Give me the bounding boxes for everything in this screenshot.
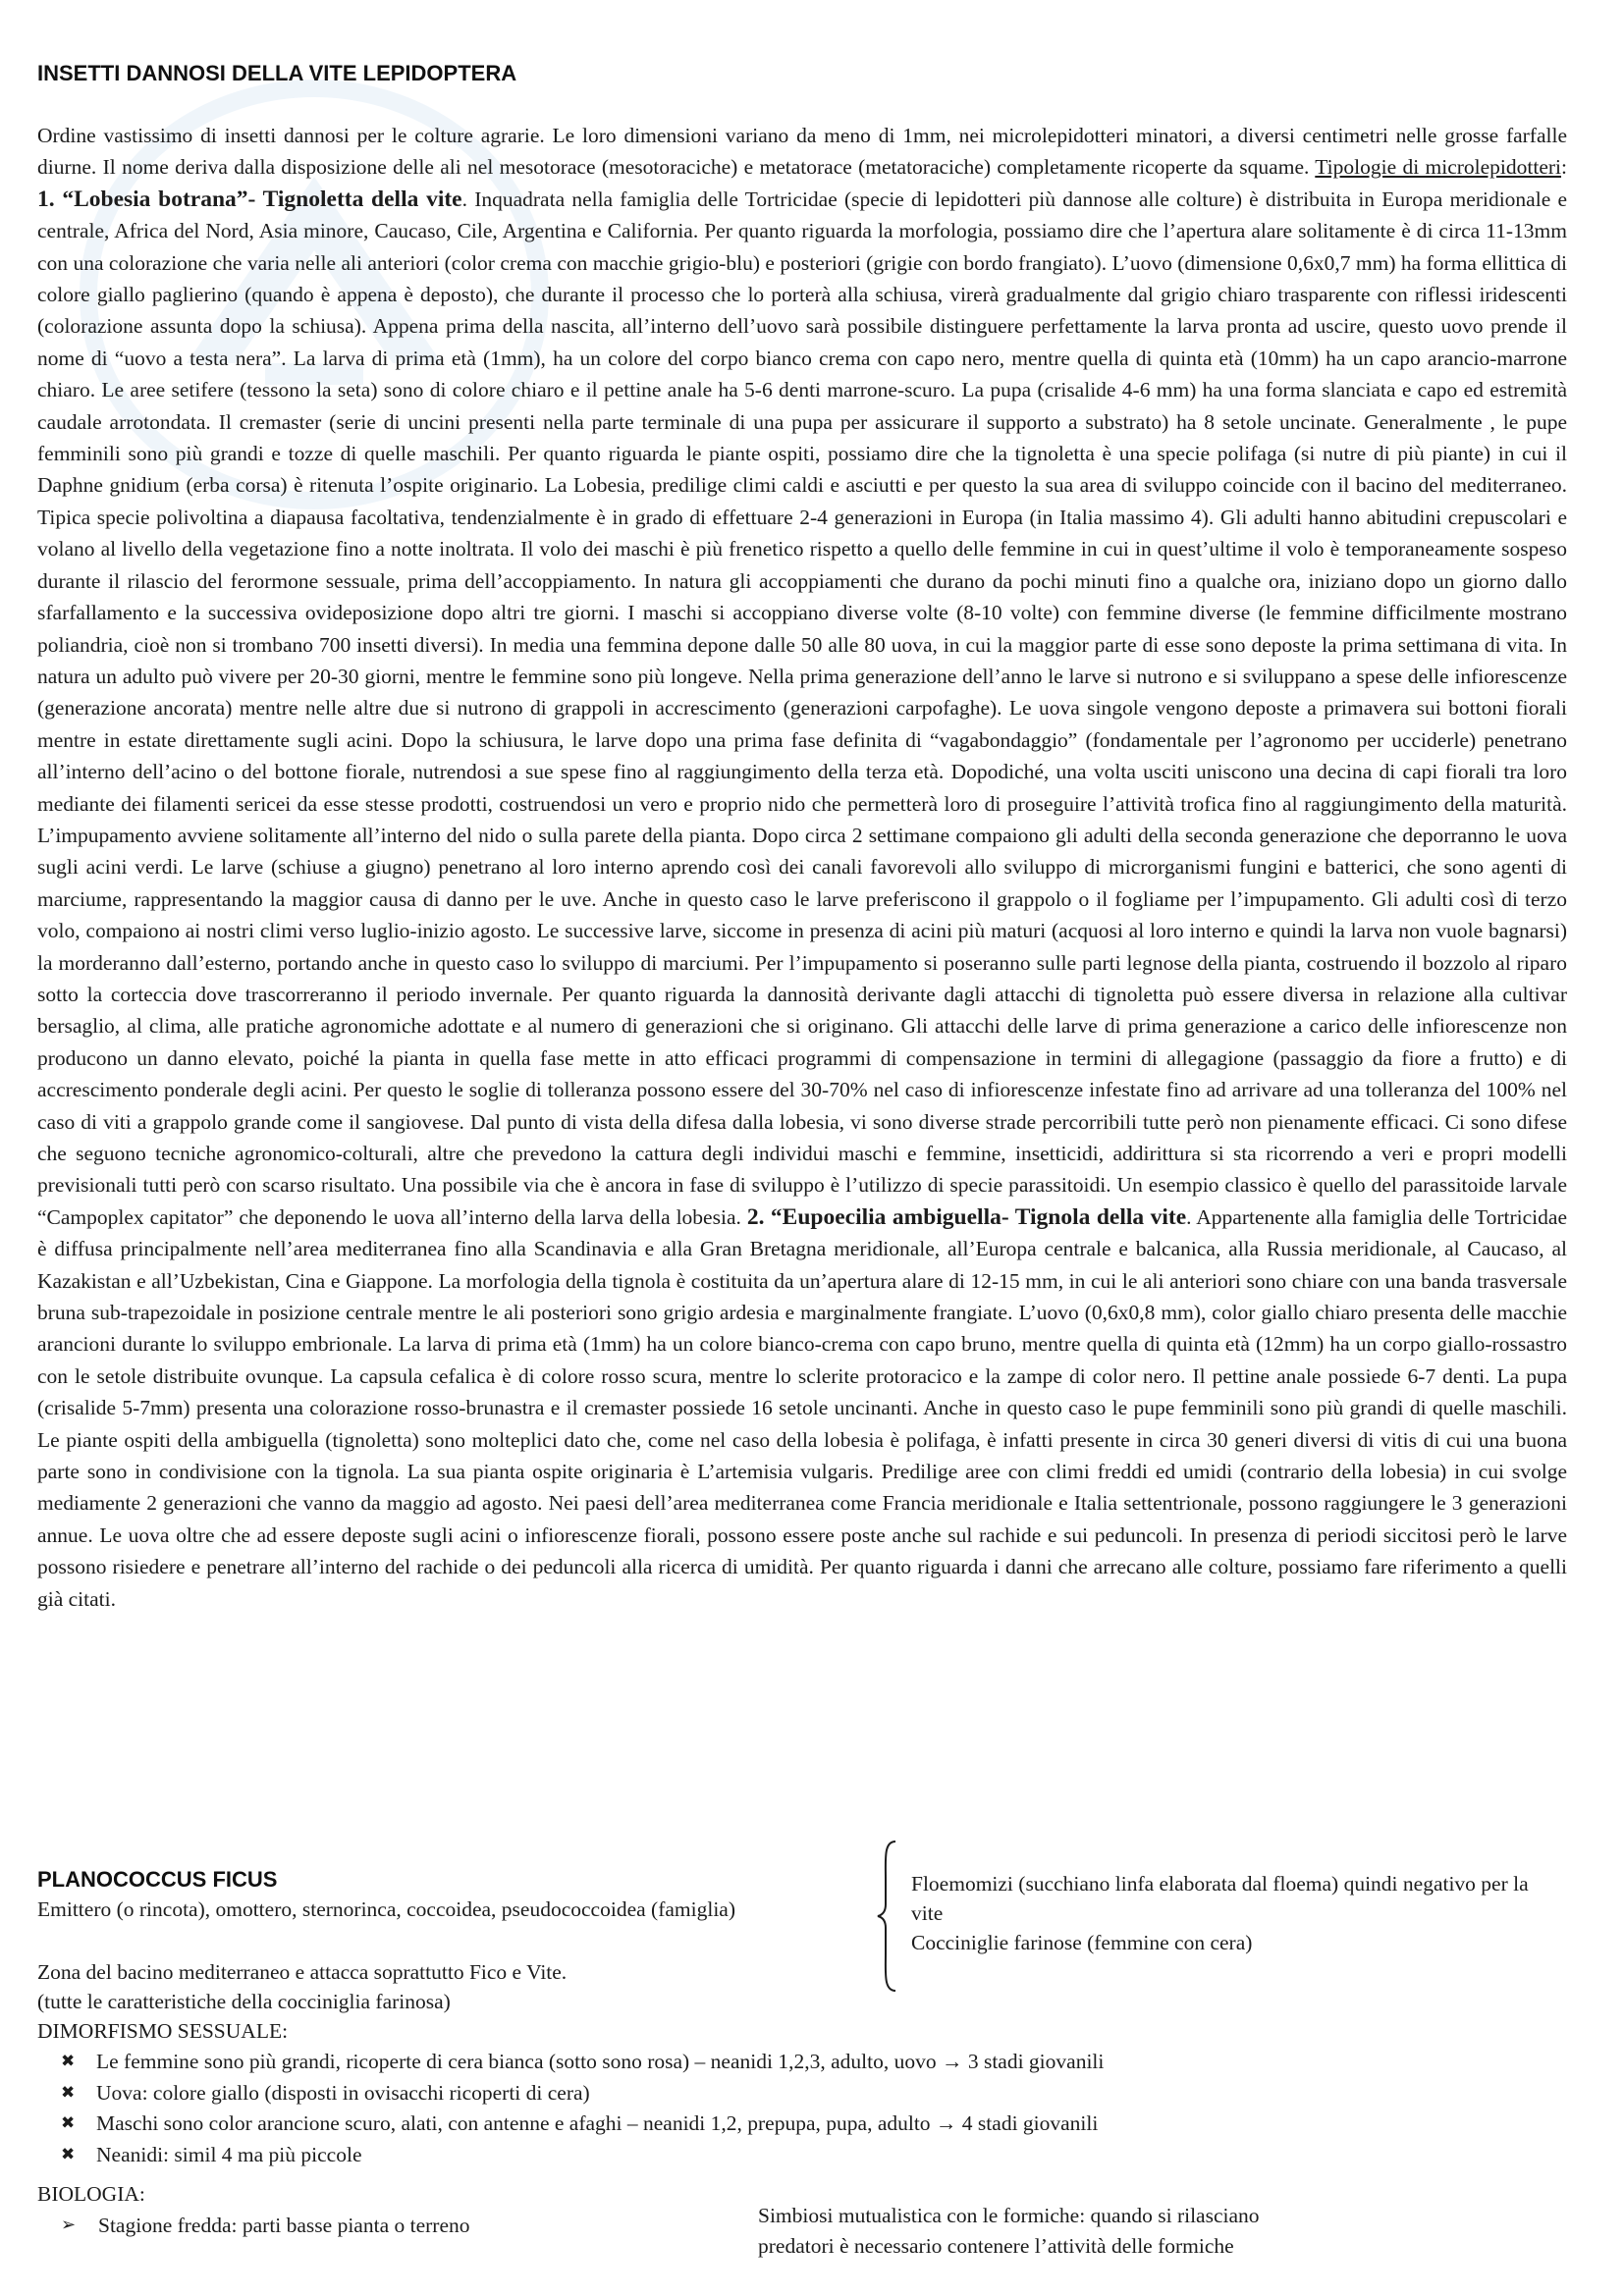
- list-item: ➢ Stagione fredda: parti basse pianta o terreno: [37, 2211, 470, 2240]
- list-item: ✖ Maschi sono color arancione scuro, alati, con antenne e afaghi – neanidi 1,2, prepupa, pupa, adulto → 4 stadi giovanili: [37, 2109, 1104, 2140]
- cross-bullet-icon: ✖: [61, 2144, 76, 2164]
- eupoecilia-title: 2. “Eupoecilia ambiguella- Tignola della vite: [746, 1203, 1187, 1230]
- intro-text: Ordine vastissimo di insetti dannosi per le colture agrarie. Le loro dimensioni variano da meno di 1mm, nei microlepidotteri minatori, a diversi centimetri nelle grosse farfalle diurne. Il nome deriva dalla disposizione delle ali nel mesotorace (mesotoraciche) e metatorace (metatoraciche) completamente ricoperte da squame.: [37, 124, 1567, 180]
- brace-note-cocciniglie: Cocciniglie farinose (femmine con cera): [911, 1931, 1253, 1954]
- planococcus-zone: Zona del bacino mediterraneo e attacca soprattutto Fico e Vite.: [37, 1960, 568, 1984]
- lobesia-title: 1. “Lobesia botrana”- Tignoletta della vite: [37, 186, 462, 212]
- list-item: ✖ Le femmine sono più grandi, ricoperte di cera bianca (sotto sono rosa) – neanidi 1,2,3, adulto, uovo → 3 stadi giovanili: [37, 2047, 1104, 2078]
- cross-bullet-icon: ✖: [61, 2052, 76, 2071]
- lepidoptera-body: [37, 120, 1567, 1615]
- biologia-label: BIOLOGIA:: [37, 2182, 145, 2206]
- list-item: ✖ Uova: colore giallo (disposti in ovisacchi ricoperti di cera): [37, 2078, 1104, 2109]
- curly-brace-icon: [876, 1840, 899, 1993]
- planococcus-brace-notes: [911, 1869, 1540, 1957]
- dimorfismo-label: DIMORFISMO SESSUALE:: [37, 2019, 289, 2043]
- section-title-planococcus: PLANOCOCCUS FICUS: [37, 1867, 278, 1892]
- intro-colon: :: [1561, 155, 1567, 180]
- microlepidotteri-heading: Tipologie di microlepidotteri: [1315, 155, 1562, 180]
- cross-bullet-icon: ✖: [61, 2082, 76, 2103]
- cross-bullet-icon: ✖: [61, 2113, 76, 2133]
- arrowhead-bullet-icon: ➢: [61, 2215, 77, 2235]
- section-title-lepidoptera: INSETTI DANNOSI DELLA VITE LEPIDOPTERA: [37, 61, 517, 85]
- brace-note-floemomizi: Floemomizi (succhiano linfa elaborata dal floema) quindi negativo per la vite: [911, 1872, 1529, 1925]
- eupoecilia-text: . Appartenente alla famiglia delle Tortricidae è diffusa principalmente nell’area mediterranea fino alla Scandinavia e alla Gran Bretagna meridionale, all’Europa centrale e balcanica, alla Russia meridionale, al Caucaso, al Kazakistan e all’Uzbekistan, Cina e Giappone. La morfologia della tignola è costituita da un’apertura alare di 12-15 mm, in cui le ali anteriori sono chiare con una banda trasversale bruna sub-trapezoidale in posizione centrale mentre le ali posteriori sono grigio ardesia e marginalmente frangiate. L’uovo (0,6x0,8 mm), color giallo chiaro presenta delle macchie arancioni durante lo sviluppo embrionale. La larva di prima età (1mm) ha un colore bianco-crema con capo bruno, mentre quella di quinta età (12mm) ha un corpo giallo-rossastro con le setole distribuite ovunque. La capsula cefalica è di colore rosso scura, mentre lo sclerite protoracico e la zampe di color nero. Il pettine anale possiede 6-7 denti. La pupa (crisalide 5-7mm) presenta una colorazione rosso-brunastra e il cremaster possiede 16 setole uncinanti. Anche in questo caso le pupe femminili sono più grandi di quelle maschili. Le piante ospiti della ambiguella (tignoletta) sono molteplici dato che, come nel caso della lobesia è polifaga, è infatti presente in circa 30 generi diversi di vitis di cui una buona parte sono in condivisione con la tignola. La sua pianta ospite originaria è L’artemisia vulgaris. Predilige aree con climi freddi ed umidi (contrario della lobesia) in cui svolge mediamente 2 generazioni che vanno da maggio ad agosto. Nei paesi dell’area mediterranea come Francia meridionale e Italia settentrionale, possono raggiungere le 3 generazioni annue. Le uova oltre che ad essere deposte sugli acini o infiorescenze fiorali, possono essere poste anche sul rachide e sui peduncoli. In presenza di periodi siccitosi però le larve possono risiedere e penetrare all’interno del rachide o dei peduncoli alla ricerca di umidità. Per quanto riguarda i danni che arrecano alle colture, possiamo fare riferimento a quelli già citati.: [37, 1204, 1567, 1611]
- lobesia-text: . Inquadrata nella famiglia delle Tortricidae (specie di lepidotteri più dannose alle colture) è distribuita in Europa meridionale e centrale, Africa del Nord, Asia minore, Caucaso, Cile, Argentina e California. Per quanto riguarda la morfologia, possiamo dire che l’apertura alare solitamente è di circa 11-13mm con una colorazione che varia nelle ali anteriori (color crema con macchie grigio-blu) e posteriori (grigie con bordo frangiato). L’uovo (dimensione 0,6x0,7 mm) ha forma ellittica di colore giallo paglierino (quando è appena è deposto), che durante il processo che lo porterà alla schiusa, virerà gradualmente dal grigio chiaro trasparente con riflessi iridescenti (colorazione assunta dopo la schiusa). Appena prima della nascita, all’interno dell’uovo sarà possibile distinguere perfettamente la larva pronta ad uscire, questo uovo prende il nome di “uovo a testa nera”. La larva di prima età (1mm), ha un colore del corpo bianco crema con capo nero, mentre quella di quinta età (10mm) ha un capo arancio-marrone chiaro. Le aree setifere (tessono la seta) sono di colore chiaro e il pettine anale ha 5-6 denti marrone-scuro. La pupa (crisalide 4-6 mm) ha una forma slanciata e capo ed estremità caudale arrotondata. Il cremaster (serie di uncini presenti nella parte terminale di una pupa per assicurare il supporto a substrato) ha 8 setole uncinate. Generalmente , le pupe femminili sono più grandi e tozze di quelle maschili. Per quanto riguarda le piante ospiti, possiamo dire che la tignoletta è una specie polifaga (si nutre di più piante) in cui il Daphne gnidium (erba corsa) è ritenuta l’ospite originario. La Lobesia, predilige climi caldi e asciutti e per questo la sua area di sviluppo coincide con il bacino del mediterraneo. Tipica specie polivoltina a diapausa facoltativa, tendenzialmente è in grado di effettuare 2-4 generazioni in Europa (in Italia massimo 4). Gli adulti hanno abitudini crepuscolari e volano al livello della vegetazione fino a notte inoltrata. Il volo dei maschi è più frenetico rispetto a quello delle femmine in cui in quest’ultime il volo è temporaneamente sospeso durante il rilascio del ferormone sessuale, prima dell’accoppiamento. In natura gli accoppiamenti che durano da pochi minuti fino a qualche ora, iniziano dopo un giorno dallo sfarfallamento e la successiva ovideposizione dopo altri tre giorni. I maschi si accoppiano diverse volte (8-10 volte) con femmine diverse (le femmine difficilmente mostrano poliandria, cioè non si trombano 700 insetti diversi). In media una femmina depone dalle 50 alle 80 uova, in cui la maggior parte di esse sono deposte la prima settimana di vita. In natura un adulto può vivere per 20-30 giorni, mentre le femmine sono più longeve. Nella prima generazione dell’anno le larve si nutrono e si sviluppano a spese delle infiorescenze (generazione ancorata) mentre nelle altre due si nutrono di grappoli in accrescimento (generazioni carpofaghe). Le uova singole vengono deposte a primavera sui bottoni fiorali mentre in estate direttamente sugli acini. Dopo la schiusura, le larve dopo una prima fase definita di “vagabondaggio” (fondamentale per l’agronomo per ucciderle) penetrano all’interno dell’acino o del bottone fiorale, nutrendosi a sue spese fino al raggiungimento della terza età. Dopodiché, una volta usciti uniscono una decina di capi fiorali tra loro mediante dei filamenti sericei da esse stesse prodotti, costruendosi un vero e proprio nido che permetterà loro di proseguire l’attività trofica fino al raggiungimento della maturità. L’impupamento avviene solitamente all’interno del nido o sulla parete della pianta. Dopo circa 2 settimane compaiono gli adulti della seconda generazione che deporranno le uova sugli acini verdi. Le larve (schiuse a giugno) penetrano al loro interno aprendo così dei canali favorevoli allo sviluppo di microrganismi fungini e batterici, che sono agenti di marciume, rappresentando la maggior causa di danno per le uve. Anche in questo caso le larve preferiscono il grappolo o il fogliame per l’impupamento. Gli adulti così di terzo volo, compaiono ai nostri climi verso luglio-inizio agosto. Le successive larve, siccome in presenza di acini più maturi (acquosi al loro interno e quindi la larva non vuole bagnarsi) la morderanno dall’esterno, portando anche in questo caso lo sviluppo di marciumi. Per l’impupamento si poseranno sulle parti legnose della pianta, costruendo il bozzolo al riparo sotto la corteccia dove trascorreranno il periodo invernale. Per quanto riguarda la dannosità derivante dagli attacchi di tignoletta può essere diversa in relazione alla cultivar bersaglio, al clima, alle pratiche agronomiche adottate e al numero di generazioni che si originano. Gli attacchi delle larve di prima generazione a carico delle infiorescenze non producono un danno elevato, poiché la pianta in quella fase mette in atto efficaci programmi di compensazione in termini di allegagione (passaggio da fiore a frutto) e di accrescimento ponderale degli acini. Per questo le soglie di tolleranza possono essere del 30-70% nel caso di infiorescenze infestate fino ad arrivare ad una tolleranza del 100% nel caso di viti a grappolo grande come il sangiovese. Dal punto di vista della difesa dalla lobesia, vi sono diverse strade percorribili tutte però non pienamente efficaci. Ci sono difese che seguono tecniche agronomico-colturali, altre che prevedono la cattura degli individui maschi e femmine, insetticidi, addirittura si sta ricorrendo a veri e propri modelli previsionali tutti però con scarso risultato. Una possibile via che è ancora in fase di sviluppo è l’utilizzo di specie parassitoidi. Un esempio classico è quello del parassitoide larvale “Campoplex capitator” che deponendo le uova all’interno della larva della lobesia.: [37, 187, 1567, 1229]
- biologia-list: [37, 2211, 470, 2240]
- symbiosis-note: Simbiosi mutualistica con le formiche: quando si rilasciano predatori è necessario contenere l’attività delle formiche: [758, 2204, 1260, 2258]
- list-item: ✖ Neanidi: simil 4 ma più piccole: [37, 2140, 1104, 2171]
- planococcus-note: (tutte le caratteristiche della cocciniglia farinosa): [37, 1990, 451, 2013]
- dimorfismo-list: [37, 2047, 1104, 2170]
- planococcus-classification: Emittero (o rincota), omottero, sternorinca, coccoidea, pseudococcoidea (famiglia): [37, 1897, 735, 1921]
